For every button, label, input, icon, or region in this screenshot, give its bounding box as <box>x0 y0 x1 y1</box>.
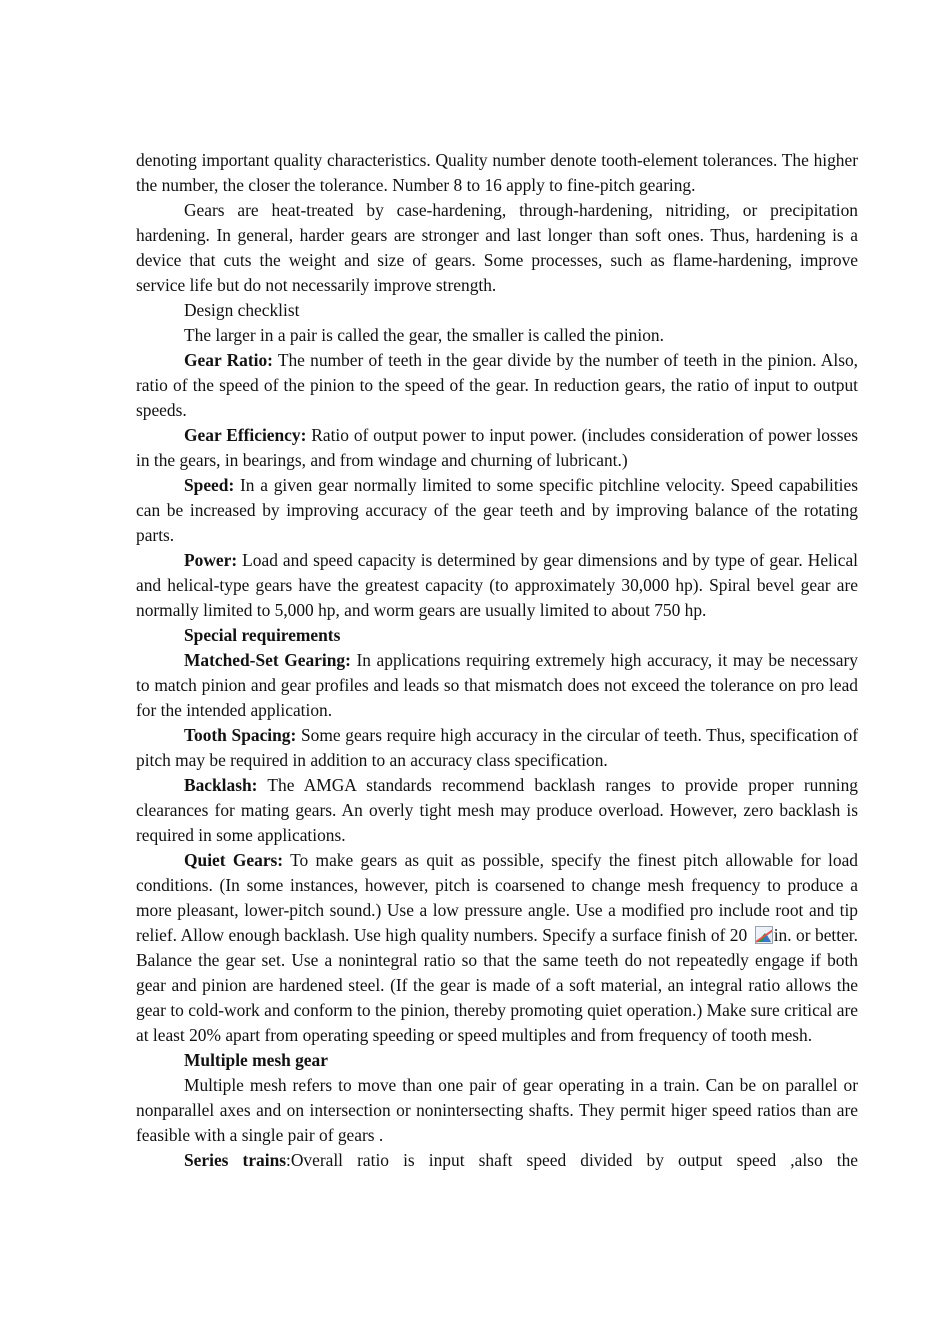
paragraph-gear-pinion: The larger in a pair is called the gear, the smaller is called the pinion. <box>184 325 664 345</box>
term-speed: Speed: <box>184 475 235 495</box>
paragraph-heat-treatment: Gears are heat-treated by case-hardening, through-hardening, nitriding, or precipitation hardening. In general, harder gears are stronger and last longer than soft ones. Thus, hardening is a device that cuts the weight and size of gears. Some processes, such as flame-hardening, improve service life but do not necessarily improve strength. <box>136 200 858 295</box>
heading-multiple-mesh-gear: Multiple mesh gear <box>184 1050 328 1070</box>
paragraph-tooth-spacing: Tooth Spacing: Some gears require high accuracy in the circular of teeth. Thus, specification of pitch may be required in addition to an accuracy class specification. <box>136 725 859 770</box>
heading-design-checklist: Design checklist <box>184 300 300 320</box>
paragraph-power: Power: Load and speed capacity is determined by gear dimensions and by type of gear. Helical and helical-type gears have the greatest capacity (to approximately 30,000 hp). Spiral bevel gear are normally limited to 5,000 hp, and worm gears are usually limited to about 750 hp. <box>136 550 858 620</box>
paragraph-gear-ratio: Gear Ratio: The number of teeth in the gear divide by the number of teeth in the pinion. Also, ratio of the speed of the pinion to the speed of the gear. In reduction gears, the ratio of input to output speeds. <box>136 350 858 420</box>
paragraph-backlash: Backlash: The AMGA standards recommend backlash ranges to provide proper running clearances for mating gears. An overly tight mesh may produce overload. However, zero backlash is required in some applications. <box>136 775 858 845</box>
document-page <box>136 148 858 1173</box>
term-power: Power: <box>184 550 238 570</box>
paragraph-multiple-mesh: Multiple mesh refers to move than one pair of gear operating in a train. Can be on parallel or nonparallel axes and on intersection or nonintersecting shafts. They permit higer speed ratios than are feasible with a single pair of gears . <box>136 1075 858 1145</box>
term-series-trains: Series trains <box>184 1150 287 1170</box>
term-matched-set-gearing: Matched-Set Gearing: <box>184 650 351 670</box>
term-quiet-gears: Quiet Gears: <box>184 850 284 870</box>
paragraph-series-trains: Series trains:Overall ratio is input shaft speed divided by output speed ,also the <box>184 1150 858 1170</box>
term-tooth-spacing: Tooth Spacing: <box>184 725 297 745</box>
paragraph-speed: Speed: In a given gear normally limited to some specific pitchline velocity. Speed capabilities can be increased by improving accuracy of the gear teeth and by improving balance of the rotating parts. <box>136 475 858 545</box>
paragraph-quality-numbers: denoting important quality characteristics. Quality number denote tooth-element tolerances. The higher the number, the closer the tolerance. Number 8 to 16 apply to fine-pitch gearing. <box>136 150 858 195</box>
broken-image-icon <box>755 926 773 944</box>
term-gear-efficiency: Gear Efficiency: <box>184 425 307 445</box>
paragraph-gear-efficiency: Gear Efficiency: Ratio of output power to input power. (includes consideration of power losses in the gears, in bearings, and from windage and churning of lubricant.) <box>136 425 858 470</box>
paragraph-quiet-gears: Quiet Gears: To make gears as quit as possible, specify the finest pitch allowable for load conditions. (In some instances, however, pitch is coarsened to change mesh frequency to produce a more pleasant, lower-pitch sound.) Use a low pressure angle. Use a modified pro include root and tip relief. Allow enough backlash. Use high quality numbers. Specify a surface finish of 20 in. or better. Balance the gear set. Use a nonintegral ratio so that the same teeth do not repeatedly engage if both gear and pinion are hardened steel. (If the gear is made of a soft material, an integral ratio allows the gear to cold-work and conform to the pinion, thereby promoting quiet operation.) Make sure critical are at least 20% apart from operating speeding or speed multiples and from frequency of tooth mesh. <box>136 850 858 1045</box>
term-backlash: Backlash: <box>184 775 258 795</box>
heading-special-requirements: Special requirements <box>184 625 341 645</box>
term-gear-ratio: Gear Ratio: <box>184 350 273 370</box>
paragraph-matched-set-gearing: Matched-Set Gearing: In applications requiring extremely high accuracy, it may be necessary to match pinion and gear profiles and leads so that mismatch does not exceed the tolerance on pro lead for the intended application. <box>136 650 858 720</box>
